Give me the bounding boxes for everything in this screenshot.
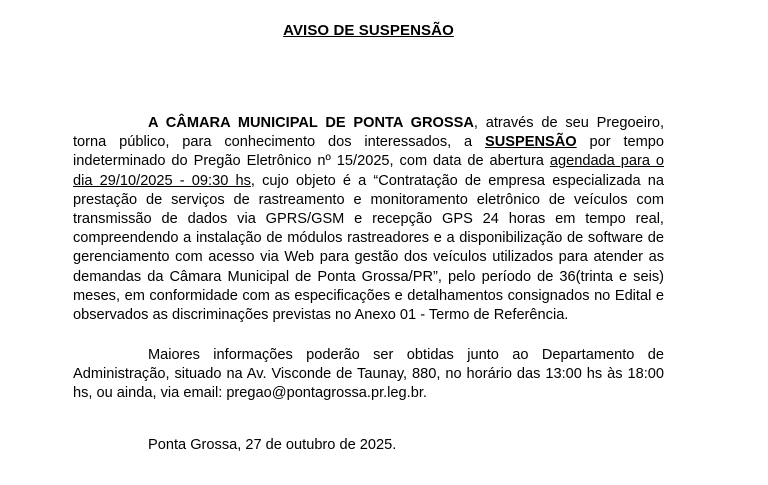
paragraph-text-a: , através de seu Pregoeiro, torna público, para conhecimento dos interessados, a xyxy=(73,115,664,151)
notice-paragraph-info: Maiores informações poderão ser obtidas junto ao Departamento de Administração, situado na Av. Visconde de Taunay, 880, no horário das 13:00 hs às 18:00 hs, ou ainda, via email: pregao@pontagrossa.pr.leg.br. xyxy=(73,347,664,402)
notice-title: AVISO DE SUSPENSÃO xyxy=(283,22,454,39)
scheduled-date: agendada para o dia 29/10/2025 - 09:30 hs xyxy=(73,153,664,189)
paragraph-text-c: , cujo objeto é a “Contratação de empresa especializada na prestação de serviços de rastreamento e monitoramento eletrônico de veículos com transmissão de dados via GPRS/GSM e recepção GPS 24 horas em tempo real, compreendendo a instalação de módulos rastreadores e a disponibilização de software de gerenciamento com acesso via Web para gestão dos veículos utilizados para atender as demandas da Câmara Municipal de Ponta Grossa/PR”, pelo período de 36(trinta e seis) meses, em conformidade com as especificações e detalhamentos consignados no Edital e observados as discriminações previstas no Anexo 01 - Termo de Referência. xyxy=(73,172,664,324)
suspension-keyword: SUSPENSÃO xyxy=(485,134,577,151)
paragraph-text-b: por tempo indeterminado do Pregão Eletrônico nº 15/2025, com data de abertura xyxy=(73,134,665,170)
entity-name: A CÂMARA MUNICIPAL DE PONTA GROSSA xyxy=(148,115,474,131)
place-and-date: Ponta Grossa, 27 de outubro de 2025. xyxy=(148,437,397,453)
notice-paragraph-main xyxy=(73,114,664,325)
